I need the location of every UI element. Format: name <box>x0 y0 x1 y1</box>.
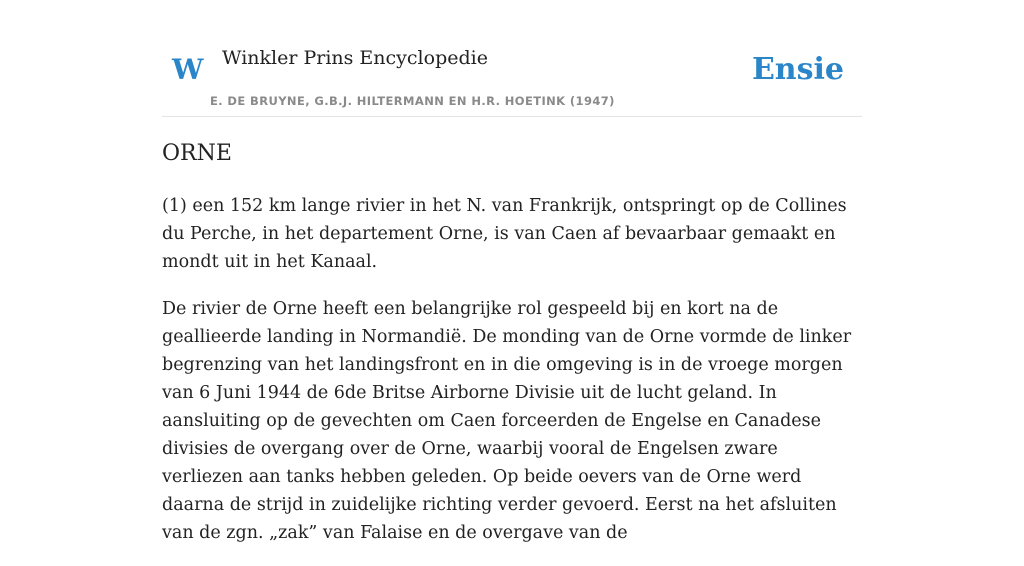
article-body <box>162 138 862 566</box>
entry-title: ORNE <box>162 141 232 166</box>
article-paragraph-1: (1) een 152 km lange rivier in het N. van Frankrijk, ontspringt op de Collines du Perche, in het departement Orne, is van Caen af bevaarbaar gemaakt en mondt uit in het Kanaal. <box>162 196 847 272</box>
site-header <box>162 0 862 117</box>
winkler-prins-logo[interactable]: W <box>172 53 204 86</box>
source-title-link[interactable]: Winkler Prins Encyclopedie <box>222 47 488 69</box>
article-paragraph-2: De rivier de Orne heeft een belangrijke rol gespeeld bij en kort na de geallieerde landing in Normandië. De monding van de Orne vormde de linker begrenzing van het landingsfront en in die omgeving is in de vroege morgen van 6 Juni 1944 de 6de Britse Airborne Divisie uit de lucht geland. In aansluiting op de gevechten om Caen forceerden de Engelse en Canadese divisies de overgang over de Orne, waarbij vooral de Engelsen zware verliezen aan tanks hebben geleden. Op beide oevers van de Orne werd daarna de strijd in zuidelijke richting verder gevoerd. Eerst na het afsluiten van de zgn. „zak” van Falaise en de overgave van de <box>162 299 852 543</box>
source-authors: E. DE BRUYNE, G.B.J. HILTERMANN EN H.R. HOETINK (1947) <box>210 94 615 108</box>
ensie-brand-logo[interactable]: Ensie <box>751 52 844 87</box>
